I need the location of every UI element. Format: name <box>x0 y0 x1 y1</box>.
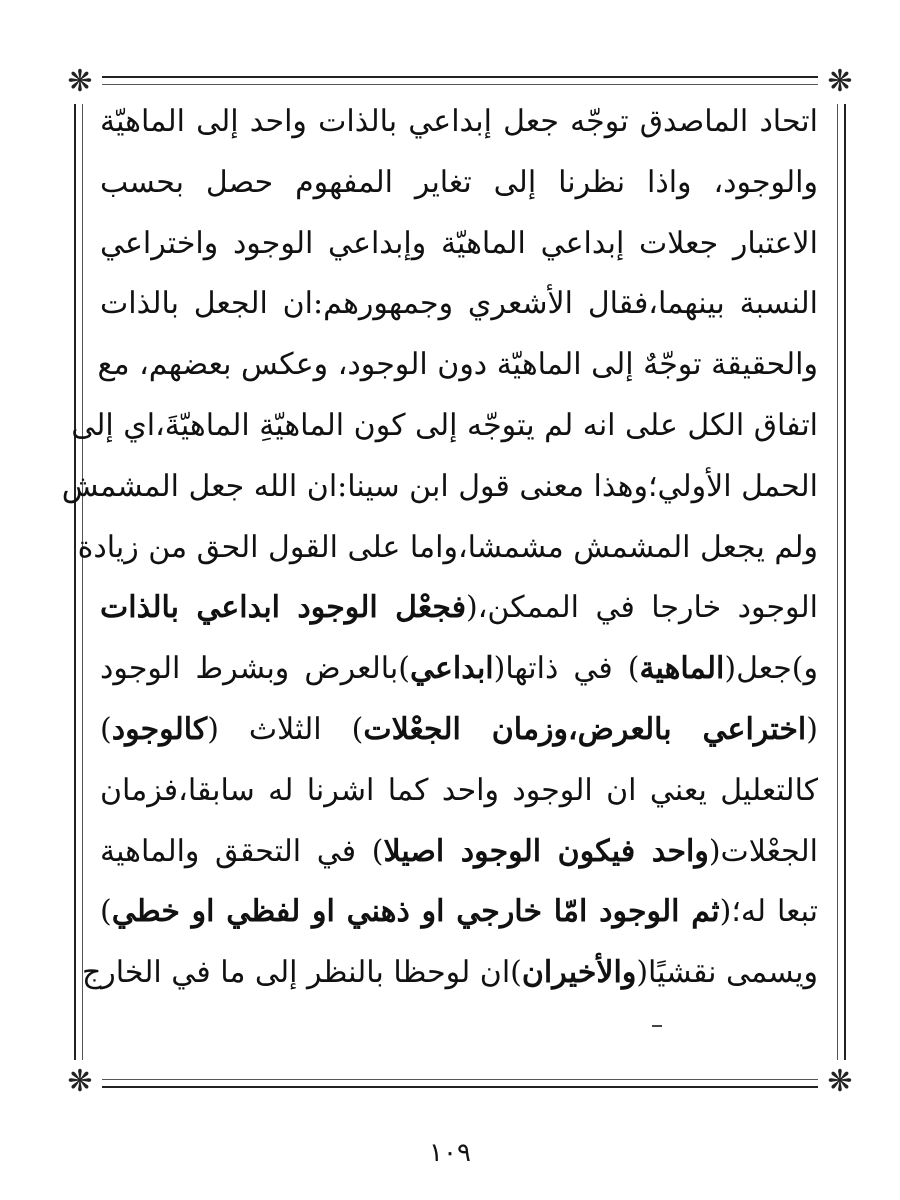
text-segment: ) <box>100 711 112 747</box>
text-line <box>100 578 818 639</box>
text-segment: الاعتبار جعلات إبداعي الماهيّة وإبداعي الوجود واختراعي <box>100 225 818 261</box>
corner-ornament-icon: ❋ <box>818 1060 862 1104</box>
text-segment: ) <box>100 894 112 930</box>
text-line <box>77 518 818 579</box>
bold-matn-segment: كالوجود <box>111 711 208 747</box>
text-segment: اتفاق الكل على انه لم يتوجّه إلى كون الماهيّةِ الماهيّةَ،اي إلى <box>71 407 818 443</box>
text-segment: ) في التحقق والماهية <box>100 833 384 869</box>
text-segment: كالتعليل يعني ان الوجود واحد كما اشرنا له سابقا،فزمان <box>100 772 818 808</box>
bold-matn-segment: فجعْل الوجود ابداعي بالذات <box>100 590 467 626</box>
text-segment: )ان لوحظا بالنظر إلى ما في الخارج <box>81 955 522 991</box>
corner-ornament-icon: ❋ <box>818 60 862 104</box>
text-line <box>61 457 818 518</box>
footnote-dash <box>652 1025 662 1027</box>
text-line <box>100 882 818 943</box>
text-line <box>100 639 818 700</box>
corner-ornament-icon: ❋ <box>58 60 102 104</box>
text-line <box>100 153 818 214</box>
body-text <box>61 92 818 1004</box>
bold-matn-segment: ثم الوجود امّا خارجي او ذهني او لفظي او خطي <box>111 894 720 930</box>
text-segment: )بالعرض وبشرط الوجود <box>100 651 410 687</box>
text-segment: و)جعل( <box>724 651 818 687</box>
text-segment: ) الثلاث ( <box>207 711 364 747</box>
text-line <box>100 822 818 883</box>
text-segment: والحقيقة توجّهٌ إلى الماهيّة دون الوجود، وعكس بعضهم، مع <box>97 347 818 383</box>
bold-matn-segment: والأخيران <box>521 955 637 991</box>
text-line <box>100 92 818 153</box>
page-number: ١٠٩ <box>429 1138 471 1168</box>
bold-matn-segment: الماهية <box>639 651 725 687</box>
text-segment: ويسمى نقشيًا( <box>636 955 818 991</box>
text-line <box>71 396 818 457</box>
text-segment: الحمل الأولي؛وهذا معنى قول ابن سينا:ان الله جعل المشمش <box>61 468 818 504</box>
text-segment: ولم يجعل المشمش مشمشا،واما على القول الحق من زيادة <box>77 529 818 565</box>
text-segment: الوجود خارجا في الممكن،( <box>466 590 818 626</box>
text-segment: الجعْلات( <box>708 833 818 869</box>
text-line <box>100 700 818 761</box>
text-segment: والوجود، واذا نظرنا إلى تغاير المفهوم حصل بحسب <box>100 164 818 200</box>
text-line <box>97 335 818 396</box>
text-line <box>100 214 818 275</box>
text-segment: النسبة بينهما،فقال الأشعري وجمهورهم:ان الجعل بالذات <box>100 286 818 322</box>
text-line <box>100 761 818 822</box>
text-line <box>81 943 818 1004</box>
text-segment: ) في ذاتها( <box>493 651 640 687</box>
text-segment: تبعا له؛( <box>719 894 818 930</box>
bold-matn-segment: واحد فيكون الوجود اصيلا <box>383 833 709 869</box>
bold-matn-segment: ابداعي <box>409 651 494 687</box>
corner-ornament-icon: ❋ <box>58 1060 102 1104</box>
bold-matn-segment: اختراعي بالعرض،وزمان الجعْلات <box>363 711 807 747</box>
text-segment: ( <box>806 711 818 747</box>
text-line <box>100 274 818 335</box>
text-segment: اتحاد الماصدق توجّه جعل إبداعي بالذات واحد إلى الماهيّة <box>100 104 818 139</box>
